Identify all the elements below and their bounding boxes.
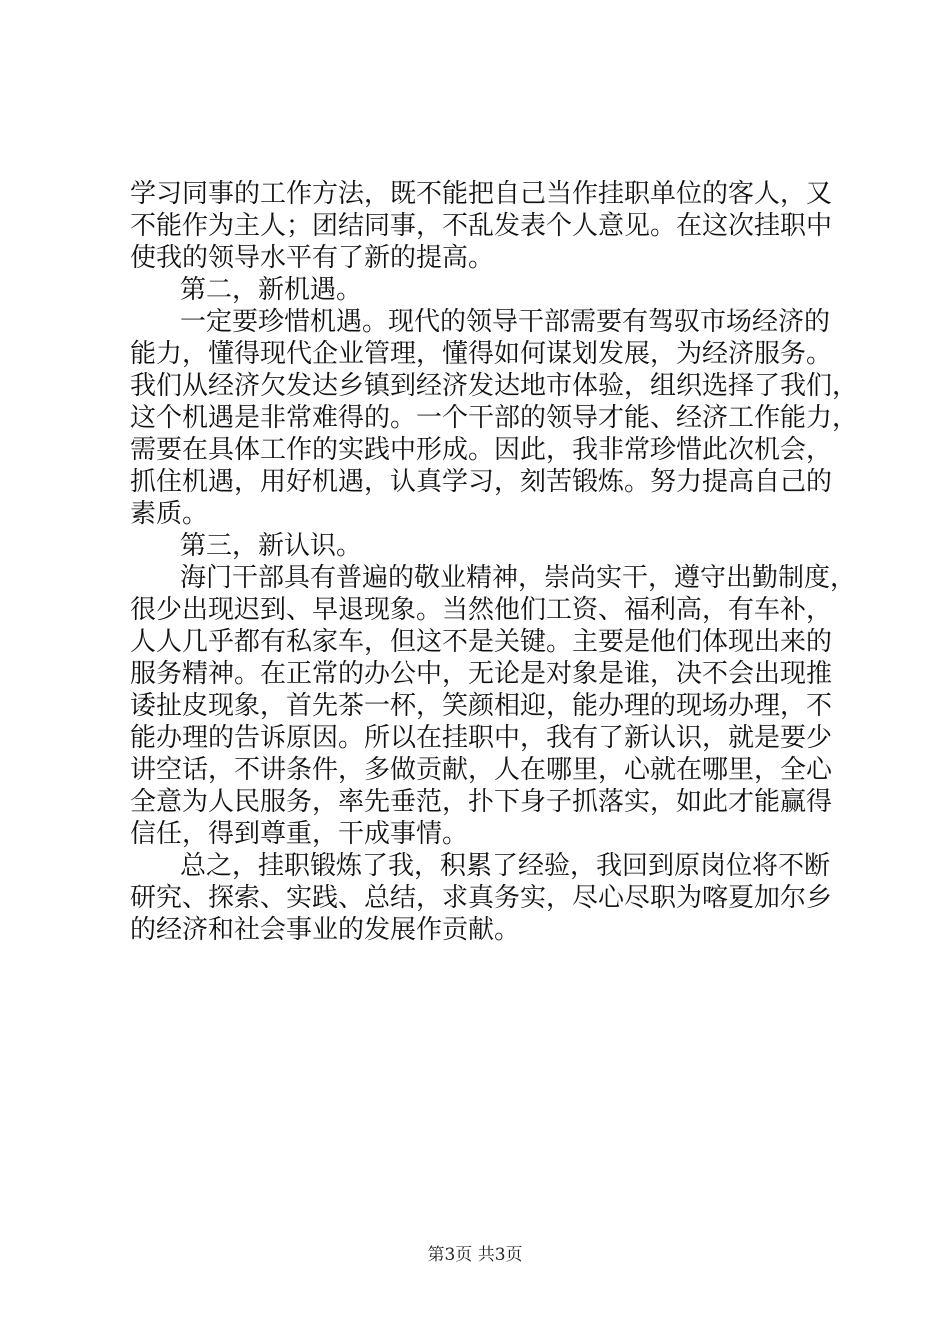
text-line: 使我的领导水平有了新的提高。 [130, 243, 495, 273]
text-line: 研究、探索、实践、总结，求真务实，尽心尽职为喀夏加尔乡 [130, 883, 833, 913]
body-text [130, 178, 859, 946]
text-line: 总之，挂职锻炼了我，积累了经验，我回到原岗位将不断 [180, 851, 831, 881]
text-line: 的经济和社会事业的发展作贡献。 [130, 915, 521, 945]
text-line: 服务精神。在正常的办公中，无论是对象是谁，决不会出现推 [130, 659, 833, 689]
text-line: 诿扯皮现象，首先茶一杯，笑颜相迎，能办理的现场办理，不 [130, 691, 833, 721]
text-line: 不能作为主人；团结同事，不乱发表个人意见。在这次挂职中 [130, 211, 833, 241]
text-line: 讲空话，不讲条件，多做贡献，人在哪里，心就在哪里，全心 [130, 755, 833, 785]
text-line: 信任，得到尊重，干成事情。 [130, 819, 469, 849]
text-line: 学习同事的工作方法，既不能把自己当作挂职单位的客人，又 [130, 179, 833, 209]
text-line: 第三，新认识。 [180, 531, 363, 561]
text-line: 抓住机遇，用好机遇，认真学习，刻苦锻炼。努力提高自己的 [130, 467, 833, 497]
text-line: 一定要珍惜机遇。现代的领导干部需要有驾驭市场经济的 [180, 307, 831, 337]
page-footer: 第3页 共3页 [427, 1245, 523, 1265]
text-line: 海门干部具有普遍的敬业精神，崇尚实干，遵守出勤制度， [180, 563, 857, 593]
text-line: 第二，新机遇。 [180, 275, 363, 305]
text-line: 能力，懂得现代企业管理，懂得如何谋划发展，为经济服务。 [130, 339, 833, 369]
text-line: 这个机遇是非常难得的。一个干部的领导才能、经济工作能力， [130, 403, 859, 433]
text-line: 需要在具体工作的实践中形成。因此，我非常珍惜此次机会， [130, 435, 833, 465]
text-line: 全意为人民服务，率先垂范，扑下身子抓落实，如此才能赢得 [130, 787, 833, 817]
text-line: 素质。 [130, 499, 209, 529]
text-line: 很少出现迟到、早退现象。当然他们工资、福利高，有车补， [130, 595, 833, 625]
text-line: 人人几乎都有私家车，但这不是关键。主要是他们体现出来的 [130, 627, 833, 657]
text-line: 能办理的告诉原因。所以在挂职中，我有了新认识，就是要少 [130, 723, 833, 753]
text-line: 我们从经济欠发达乡镇到经济发达地市体验，组织选择了我们， [130, 371, 859, 401]
